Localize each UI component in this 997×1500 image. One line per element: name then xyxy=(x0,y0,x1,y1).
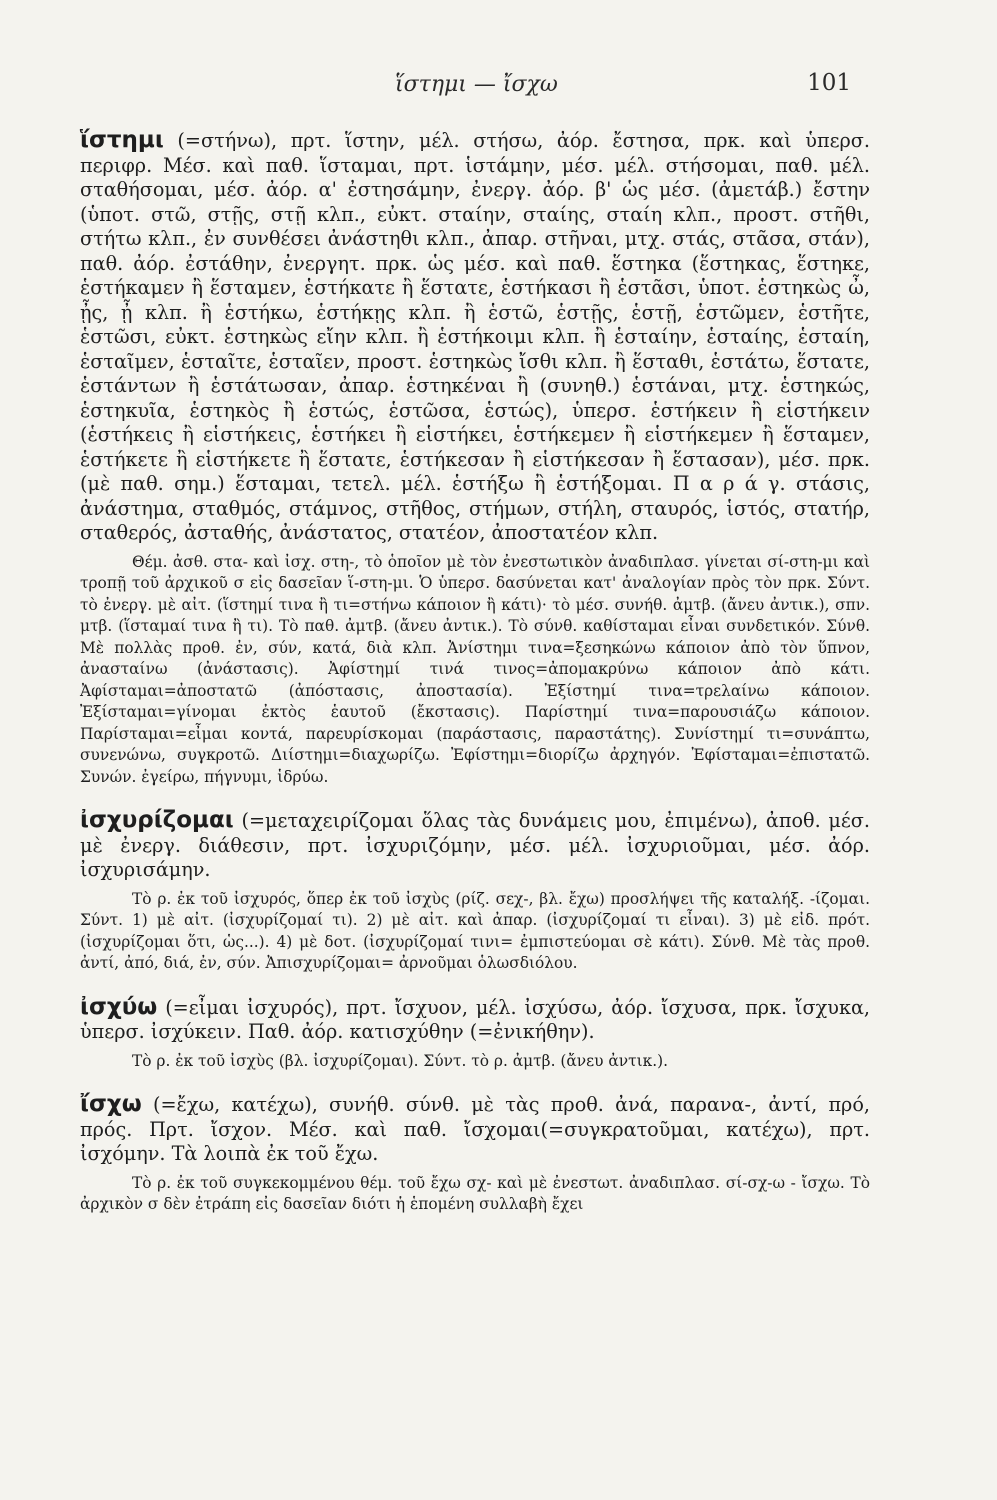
page-content xyxy=(80,128,870,1216)
entry-istemi xyxy=(80,128,870,788)
entry-main-text xyxy=(80,128,870,546)
entry-ischo xyxy=(80,1092,870,1216)
page-header xyxy=(0,70,997,106)
entry-definition: (=στήνω), πρτ. ἵστην, μέλ. στήσω, ἀόρ. ἔστησα, πρκ. καὶ ὑπερσ. περιφρ. Μέσ. καὶ παθ. ἵσταμαι, πρτ. ἱστάμην, μέσ. μέλ. στήσομαι, παθ. μέλ. σταθήσομαι, μέσ. ἀόρ. α' ἐστησάμην, ἐνεργ. ἀόρ. β' ὡς μέσ. (ἀμετάβ.) ἔστην (ὑποτ. στῶ, στῇς, στῇ κλπ., εὐκτ. σταίην, σταίης, σταίη κλπ., προστ. στῆθι, στήτω κλπ., ἐν συνθέσει ἀνάστηθι κλπ., ἀπαρ. στῆναι, μτχ. στάς, στᾶσα, στάν), παθ. ἀόρ. ἐστάθην, ἐνεργητ. πρκ. ὡς μέσ. καὶ παθ. ἕστηκα (ἕστηκας, ἕστηκε, ἑστήκαμεν ἢ ἕσταμεν, ἑστήκατε ἢ ἕστατε, ἑστήκασι ἢ ἑστᾶσι, ὑποτ. ἑστηκὼς ὦ, ᾖς, ᾖ κλπ. ἢ ἑστήκω, ἑστήκῃς κλπ. ἢ ἑστῶ, ἑστῇς, ἑστῇ, ἑστῶμεν, ἑστῆτε, ἑστῶσι, εὐκτ. ἑστηκὼς εἴην κλπ. ἢ ἑστήκοιμι κλπ. ἢ ἑσταίην, ἑσταίης, ἑσταίη, ἑσταῖμεν, ἑσταῖτε, ἑσταῖεν, προστ. ἑστηκὼς ἴσθι κλπ. ἢ ἕσταθι, ἑστάτω, ἕστατε, ἑστάντων ἢ ἑστάτωσαν, ἀπαρ. ἑστηκέναι ἢ (συνηθ.) ἑστάναι, μτχ. ἑστηκώς, ἑστηκυῖα, ἑστηκὸς ἢ ἑστώς, ἑστῶσα, ἑστώς), ὑπερσ. ἑστήκειν ἢ εἱστήκειν (ἑστήκεις ἢ εἱστήκεις, ἑστήκει ἢ εἱστήκει, ἑστήκεμεν ἢ εἱστήκεμεν ἢ ἕσταμεν, ἑστήκετε ἢ εἱστήκετε ἢ ἕστατε, ἑστήκεσαν ἢ εἱστήκεσαν ἢ ἕστασαν), μέσ. πρκ. (μὲ παθ. σημ.) ἕσταμαι, τετελ. μέλ. ἑστήξω ἢ ἑστήξομαι. Π α ρ ά γ. στάσις, ἀνάστημα, σταθμός, στάμνος, στῆθος, στήμων, στήλη, σταυρός, ἱστός, στατήρ, σταθερός, ἀσταθής, ἀνάστατος, στατέον, ἀποστατέον κλπ. xyxy=(80,129,870,544)
entry-note: Τὸ ρ. ἐκ τοῦ ἰσχυρός, ὅπερ ἐκ τοῦ ἰσχὺς (ρίζ. σεχ-, βλ. ἔχω) προσλήψει τῆς καταλήξ. -ίζομαι. Σύντ. 1) μὲ αἰτ. (ἰσχυρίζομαί τι). 2) μὲ αἰτ. καὶ ἀπαρ. (ἰσχυρίζομαί τι εἶναι). 3) μὲ εἰδ. πρότ. (ἰσχυρίζομαι ὅτι, ὡς...). 4) μὲ δοτ. (ἰσχυρίζομαί τινι= ἐμπιστεύομαι σὲ κάτι). Σύνθ. Μὲ τὰς προθ. ἀντί, ἀπό, διά, ἐν, σύν. Ἀπισχυρίζομαι= ἀρνοῦμαι ὁλωσδιόλου. xyxy=(80,889,870,972)
running-title: ἵστημι — ἴσχω xyxy=(395,72,558,97)
headword: ἵστημι xyxy=(80,127,164,153)
headword: ἰσχυρίζομαι xyxy=(80,807,234,833)
entry-main-text xyxy=(80,1092,870,1167)
entry-note: Τὸ ρ. ἐκ τοῦ ἰσχὺς (βλ. ἰσχυρίζομαι). Σύντ. τὸ ρ. ἀμτβ. (ἄνευ ἀντικ.). xyxy=(132,1051,669,1070)
entry-ischyo xyxy=(80,995,870,1073)
headword: ἰσχύω xyxy=(80,993,158,1020)
entry-note: Τὸ ρ. ἐκ τοῦ συγκεκομμένου θέμ. τοῦ ἔχω σχ- καὶ μὲ ἐνεστωτ. ἀναδιπλασ. σί-σχ-ω - ἴσχω. Τὸ ἀρχικὸν σ δὲν ἐτράπη εἰς δασεῖαν διότι ἡ ἑπομένη συλλαβὴ ἔχει xyxy=(80,1173,870,1213)
page-number: 101 xyxy=(807,70,851,96)
entry-main-text xyxy=(80,995,870,1045)
entry-main-text xyxy=(80,808,870,883)
entry-note: Θέμ. ἀσθ. στα- καὶ ἰσχ. στη-, τὸ ὁποῖον μὲ τὸν ἐνεστωτικὸν ἀναδιπλασ. γίνεται σί-στη-μι καὶ τροπῇ τοῦ ἀρχικοῦ σ εἰς δασεῖαν ἵ-στη-μι. Ὁ ὑπερσ. δασύνεται κατ' ἀναλογίαν πρὸς τὸν πρκ. Σύντ. τὸ ἐνεργ. μὲ αἰτ. (ἵστημί τινα ἢ τι=στήνω κάποιον ἢ κάτι)· τὸ μέσ. συνήθ. ἀμτβ. (ἄνευ ἀντικ.), σπν. μτβ. (ἵσταμαί τινα ἢ τι). Τὸ παθ. ἀμτβ. (ἄνευ ἀντικ.). Τὸ σύνθ. καθίσταμαι εἶναι συνδετικόν. Σύνθ. Μὲ πολλὰς προθ. ἐν, σύν, κατά, διὰ κλπ. Ἀνίστημι τινα=ξεσηκώνω κάποιον ἀπὸ τὸν ὕπνον, ἀνασταίνω (ἀνάστασις). Ἀφίστημί τινά τινος=ἀπομακρύνω κάποιον ἀπὸ κάτι. Ἀφίσταμαι=ἀποστατῶ (ἀπόστασις, ἀποστασία). Ἐξίστημί τινα=τρελαίνω κάποιον. Ἐξίσταμαι=γίνομαι ἐκτὸς ἑαυτοῦ (ἔκστασις). Παρίστημί τινα=παρουσιάζω κάποιον. Παρίσταμαι=εἶμαι κοντά, παρευρίσκομαι (παράστασις, παραστάτης). Συνίστημί τι=συνάπτω, συνενώνω, συγκροτῶ. Διίστημι=διαχωρίζω. Ἐφίστημι=διορίζω ἀρχηγόν. Ἐφίσταμαι=ἐπιστατῶ. Συνών. ἐγείρω, πήγνυμι, ἱδρύω. xyxy=(80,552,870,786)
headword: ἴσχω xyxy=(80,1091,142,1117)
entry-definition: (=εἶμαι ἰσχυρός), πρτ. ἴσχυον, μέλ. ἰσχύσω, ἀόρ. ἴσχυσα, πρκ. ἴσχυκα, ὑπερσ. ἰσχύκειν. Παθ. ἀόρ. κατισχύθην (=ἐνικήθην). xyxy=(80,995,870,1043)
entry-definition: (=μεταχειρίζομαι ὅλας τὰς δυνάμεις μου, ἐπιμένω), ἀποθ. μέσ. μὲ ἐνεργ. διάθεσιν, πρτ. ἰσχυριζόμην, μέσ. μέλ. ἰσχυριοῦμαι, μέσ. ἀόρ. ἰσχυρισάμην. xyxy=(80,809,870,881)
entry-definition: (=ἔχω, κατέχω), συνήθ. σύνθ. μὲ τὰς προθ. ἀνά, παρανα-, ἀντί, πρό, πρός. Πρτ. ἴσχον. Μέσ. καὶ παθ. ἴσχομαι(=συγκρατοῦμαι, κατέχω), πρτ. ἰσχόμην. Τὰ λοιπὰ ἐκ τοῦ ἔχω. xyxy=(80,1093,870,1165)
entry-ischyrizomai xyxy=(80,808,870,975)
